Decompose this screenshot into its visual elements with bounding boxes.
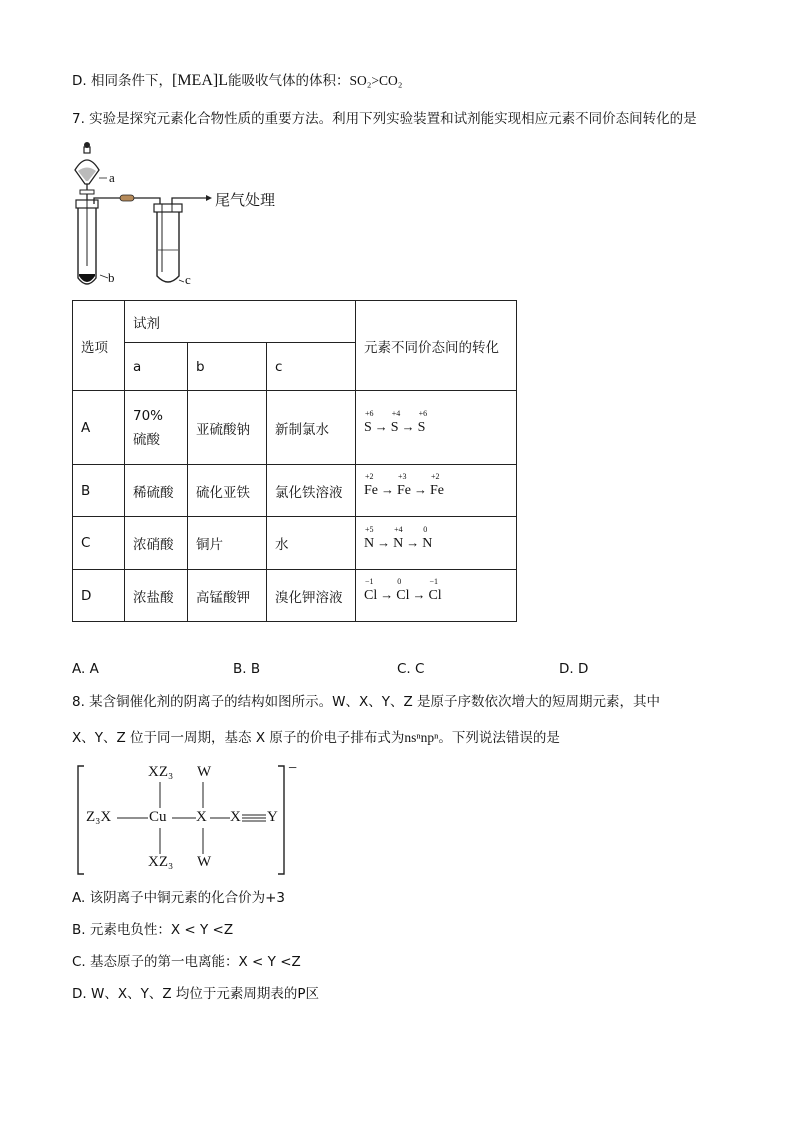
row-option: C	[73, 517, 125, 570]
q8-choice-d[interactable]: D. W、X、Y、Z 均位于元素周期表的P区	[72, 986, 320, 1002]
w-bottom: W	[197, 854, 212, 870]
oxidation-state: +5	[365, 524, 374, 534]
ion-bracket: [MEA]L	[171, 72, 228, 89]
apparatus-figure	[72, 138, 302, 298]
x-right-atom: X	[230, 809, 241, 825]
oxidation-state: +6	[418, 409, 428, 418]
row-chain	[356, 517, 517, 570]
conversion-arrow: →	[377, 534, 391, 550]
row-b: 亚硫酸钠	[188, 391, 267, 465]
anion-structure	[72, 760, 312, 880]
xz3-top: XZ₃	[148, 764, 174, 780]
element-symbol: N	[364, 535, 375, 551]
xz3-bottom: XZ₃	[148, 854, 174, 870]
row-option: B	[73, 465, 125, 517]
gas-formula: SO₂>CO₂	[349, 73, 403, 88]
element-symbol: Fe	[397, 483, 411, 498]
row-a: 浓盐酸	[125, 570, 188, 622]
y-atom: Y	[267, 809, 278, 825]
row-a: 浓硝酸	[125, 517, 188, 570]
option-letter: D.	[72, 73, 87, 89]
oxidation-state: −1	[365, 577, 374, 586]
q8-stem-part1: X、Y、Z 位于同一周期，基态 X 原子的价电子排布式为	[72, 730, 405, 746]
row-a: 70% 硫酸	[125, 391, 188, 465]
w-top: W	[197, 764, 212, 780]
element-symbol: Cl	[364, 588, 378, 603]
header-option: 选项	[73, 301, 125, 391]
reagent-table	[72, 300, 517, 622]
oxidation-state: +2	[365, 472, 374, 481]
conversion-arrow: →	[380, 587, 394, 602]
row-b: 硫化亚铁	[188, 465, 267, 517]
conversion-arrow: →	[401, 419, 415, 434]
q8-choice-a[interactable]: A. 该阴离子中铜元素的化合价为+3	[72, 890, 285, 906]
element-symbol: Fe	[364, 483, 378, 498]
table-row	[73, 570, 517, 622]
row-b: 高锰酸钾	[188, 570, 267, 622]
charge-sign: −	[288, 760, 298, 777]
oxidation-state: +2	[431, 472, 440, 481]
row-option: A	[73, 391, 125, 465]
tail-gas-label: 尾气处理	[215, 191, 276, 209]
z3x-group: Z₃X	[86, 809, 112, 825]
table-row	[73, 517, 517, 570]
element-symbol: Cl	[396, 588, 410, 603]
row-chain	[356, 570, 517, 622]
oxidation-species	[396, 577, 410, 604]
table-row	[73, 391, 517, 465]
row-c: 溴化钾溶液	[267, 570, 356, 622]
oxidation-species	[364, 577, 378, 604]
q8-choice-b[interactable]: B. 元素电负性：X < Y <Z	[72, 922, 234, 938]
q7-option-c[interactable]: C. C	[397, 661, 425, 677]
row-a: 稀硫酸	[125, 465, 188, 517]
valence-config: nsⁿnpⁿ	[404, 730, 439, 745]
element-symbol: S	[364, 420, 372, 435]
table-row	[73, 465, 517, 517]
header-conversion: 元素不同价态间的转化	[356, 301, 517, 391]
conversion-arrow: →	[412, 587, 426, 602]
element-symbol: S	[417, 420, 426, 435]
oxidation-species	[428, 577, 442, 604]
conversion-arrow: →	[406, 534, 420, 550]
cu-atom: Cu	[149, 809, 167, 825]
q8-stem-part2: 。下列说法错误的是	[438, 730, 560, 746]
element-symbol: Cl	[428, 588, 442, 603]
row-c: 新制氯水	[267, 391, 356, 465]
q7-option-d[interactable]: D. D	[559, 661, 589, 677]
header-c: c	[267, 343, 356, 391]
oxidation-species	[364, 524, 375, 552]
q8-stem-line2	[72, 729, 560, 747]
label-a: a	[109, 170, 115, 185]
element-symbol: S	[390, 420, 399, 435]
conversion-arrow: →	[381, 482, 394, 497]
option-text: 相同条件下，	[90, 73, 172, 89]
oxidation-state: +4	[391, 409, 401, 418]
oxidation-state: +3	[398, 472, 407, 481]
oxidation-state: 0	[397, 577, 402, 586]
q8-stem-line1: 8. 某含铜催化剂的阴离子的结构如图所示。W、X、Y、Z 是原子序数依次增大的短周期元素，其中	[72, 694, 661, 710]
oxidation-state: +4	[394, 524, 403, 534]
row-chain	[356, 391, 517, 465]
q7-stem: 7. 实验是探究元素化合物性质的重要方法。利用下列实验装置和试剂能实现相应元素不同价态间转化的是	[72, 111, 697, 127]
element-symbol: N	[393, 535, 404, 551]
x-center-atom: X	[196, 809, 207, 825]
header-a: a	[125, 343, 188, 391]
q7-option-b[interactable]: B. B	[233, 661, 261, 677]
q8-choice-c[interactable]: C. 基态原子的第一电离能：X < Y <Z	[72, 954, 301, 970]
q7-option-a[interactable]: A. A	[72, 661, 99, 677]
row-chain	[356, 465, 517, 517]
oxidation-state: −1	[429, 577, 438, 586]
element-symbol: Fe	[430, 483, 444, 498]
prev-option-d	[72, 72, 403, 90]
row-option: D	[73, 570, 125, 622]
label-b: b	[108, 270, 115, 285]
oxidation-species	[417, 409, 428, 436]
conversion-arrow: →	[374, 419, 388, 434]
oxidation-species	[397, 472, 411, 499]
row-b: 铜片	[188, 517, 267, 570]
header-reagents: 试剂	[125, 301, 356, 343]
oxidation-state: +6	[365, 409, 374, 418]
option-rest: 能吸收气体的体积：	[227, 73, 350, 89]
conversion-arrow: →	[414, 482, 427, 497]
oxidation-species	[364, 472, 378, 499]
label-c: c	[185, 272, 191, 287]
oxidation-species	[430, 472, 444, 499]
oxidation-state: 0	[423, 524, 428, 534]
header-b: b	[188, 343, 267, 391]
oxidation-species	[422, 524, 433, 552]
element-symbol: N	[422, 535, 433, 551]
oxidation-species	[390, 409, 401, 436]
oxidation-species	[393, 524, 404, 552]
row-c: 氯化铁溶液	[267, 465, 356, 517]
oxidation-species	[364, 409, 374, 436]
row-c: 水	[267, 517, 356, 570]
